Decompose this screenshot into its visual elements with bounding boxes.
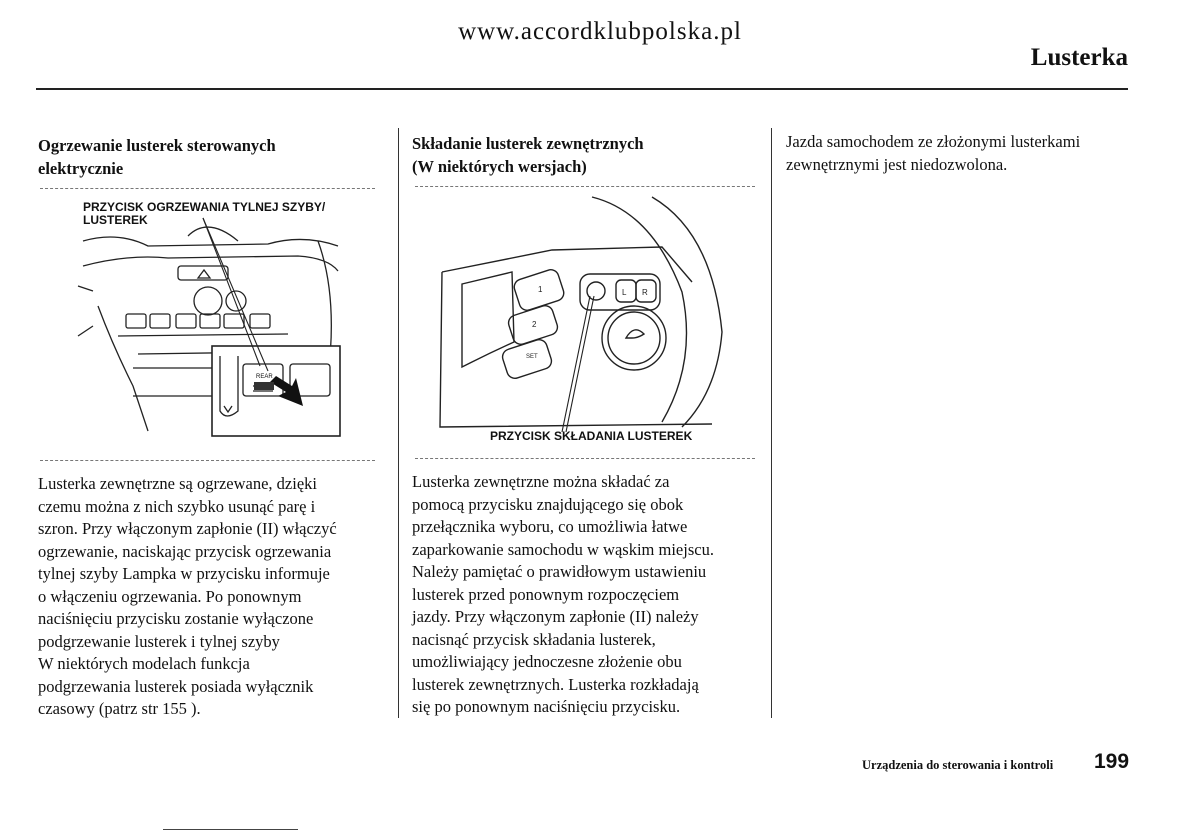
selector-left: L	[622, 288, 627, 297]
figure-bottom-border	[40, 460, 375, 461]
figure-label-fold: PRZYCISK SKŁADANIA LUSTEREK	[490, 429, 693, 443]
column-divider-2	[771, 128, 772, 718]
figure2-bottom-border	[415, 458, 755, 459]
figure2-top-border	[415, 186, 755, 187]
column-divider-1	[398, 128, 399, 718]
heading-mirror-folding: Składanie lusterek zewnętrznych (W niektórych wersjach)	[412, 134, 644, 176]
selector-right: R	[642, 288, 648, 297]
website-url: www.accordklubpolska.pl	[458, 18, 742, 45]
body-mirror-folding: Lusterka zewnętrzne można składać za pomocą przycisku znajdującego się obok przełącznika wyboru, co umożliwia łatwe zaparkowanie samochodu w wąskim miejscu. Należy pamiętać o prawidłowym ustawieniu lusterek przed ponownym rozpoczęciem jazdy. Przy włączonym zapłonie (II) należy nacisnąć przycisk składania lusterek, umożliwiający jednoczesne złożenie obu lusterek zewnętrznych. Lusterka rozkładają się po ponownym naciśnięciu przycisku.	[412, 472, 714, 716]
footer-chapter: Urządzenia do sterowania i kontroli	[862, 758, 1054, 772]
door-panel-illustration	[412, 192, 762, 454]
figure-label-defroster: PRZYCISK OGRZEWANIA TYLNEJ SZYBY/ LUSTEREK	[83, 200, 326, 227]
header-rule	[36, 88, 1128, 90]
rear-button-label: REAR	[256, 374, 273, 380]
figure-fold-button	[412, 192, 762, 454]
body-mirror-heating: Lusterka zewnętrzne są ogrzewane, dzięki czemu można z nich szybko usunąć parę i szron. Przy włączonym zapłonie (II) włączyć ogrzewanie, naciskając przycisk ogrzewania tylnej szyby Lampka w przycisku informuje o włączeniu ogrzewania. Po ponownym naciśnięciu przycisku zostanie wyłączone podgrzewanie lusterek i tylnej szyby W niektórych modelach funkcja podgrzewania lusterek posiada wyłącznik czasowy (patrz str 155 ).	[38, 474, 337, 718]
heading-mirror-heating: Ogrzewanie lusterek sterowanych elektrycznie	[38, 136, 276, 178]
figure-defroster-button	[38, 196, 383, 446]
page-number: 199	[1094, 750, 1130, 773]
section-title: Lusterka	[1030, 44, 1128, 71]
figure-top-border	[40, 188, 375, 189]
memory-button-set: SET	[526, 354, 538, 360]
memory-button-2: 2	[532, 320, 537, 329]
memory-button-1: 1	[538, 285, 543, 294]
bottom-scan-line	[163, 829, 298, 830]
dashboard-illustration	[38, 196, 383, 446]
body-folded-warning: Jazda samochodem ze złożonymi lusterkami zewnętrznymi jest niedozwolona.	[786, 132, 1081, 174]
